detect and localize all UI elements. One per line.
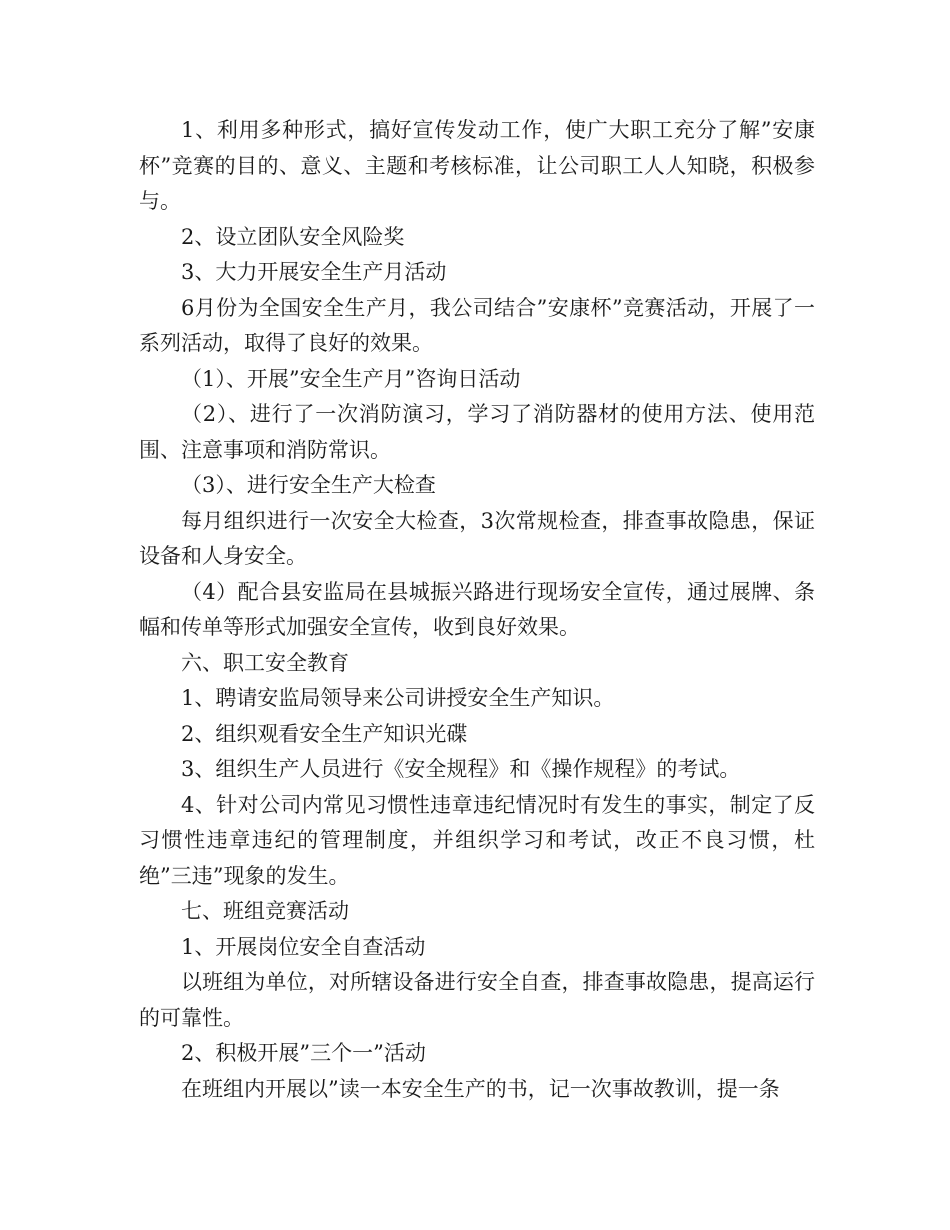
paragraph-13: 3、组织生产人员进行《安全规程》和《操作规程》的考试。 xyxy=(181,757,741,781)
paragraph-4: 6月份为全国安全生产月，我公司结合”安康杯”竞赛活动，开展了一系列活动，取得了良好的效果。 xyxy=(139,295,815,355)
paragraph-16: 1、开展岗位安全自查活动 xyxy=(181,934,426,959)
paragraph-12: 2、组织观看安全生产知识光碟 xyxy=(181,721,468,746)
paragraph-3: 3、大力开展安全生产月活动 xyxy=(181,260,447,284)
section-heading-6: 六、职工安全教育 xyxy=(181,650,349,675)
paragraph-2: 2、设立团队安全风险奖 xyxy=(181,224,405,249)
paragraph-19: 在班组内开展以”读一本安全生产的书，记一次事故教训，提一条 xyxy=(181,1076,780,1101)
paragraph-7: （3）、进行安全生产大检查 xyxy=(181,473,436,497)
paragraph-9: （4）配合县安监局在县城振兴路进行现场安全宣传，通过展牌、条幅和传单等形式加强安全宣传，收到良好效果。 xyxy=(139,579,815,639)
paragraph-1: 1、利用多种形式，搞好宣传发动工作，使广大职工充分了解”安康杯”竞赛的目的、意义、主题和考核标准，让公司职工人人知晓，积极参与。 xyxy=(139,118,815,213)
paragraph-18: 2、积极开展”三个一”活动 xyxy=(181,1041,426,1065)
paragraph-6: （2）、进行了一次消防演习，学习了消防器材的使用方法、使用范围、注意事项和消防常识。 xyxy=(139,402,815,462)
paragraph-14: 4、针对公司内常见习惯性违章违纪情况时有发生的事实，制定了反习惯性违章违纪的管理制度，并组织学习和考试，改正不良习惯，杜绝”三违”现象的发生。 xyxy=(139,792,815,888)
section-heading-7: 七、班组竞赛活动 xyxy=(181,899,349,923)
paragraph-5: （1）、开展”安全生产月”咨询日活动 xyxy=(181,366,521,391)
paragraph-8: 每月组织进行一次安全大检查，3次常规检查，排查事故隐患，保证设备和人身安全。 xyxy=(139,508,815,568)
document-body xyxy=(139,113,815,1107)
paragraph-11: 1、聘请安监局领导来公司讲授安全生产知识。 xyxy=(181,686,615,710)
paragraph-17: 以班组为单位，对所辖设备进行安全自查，排查事故隐患，提高运行的可靠性。 xyxy=(139,970,815,1030)
